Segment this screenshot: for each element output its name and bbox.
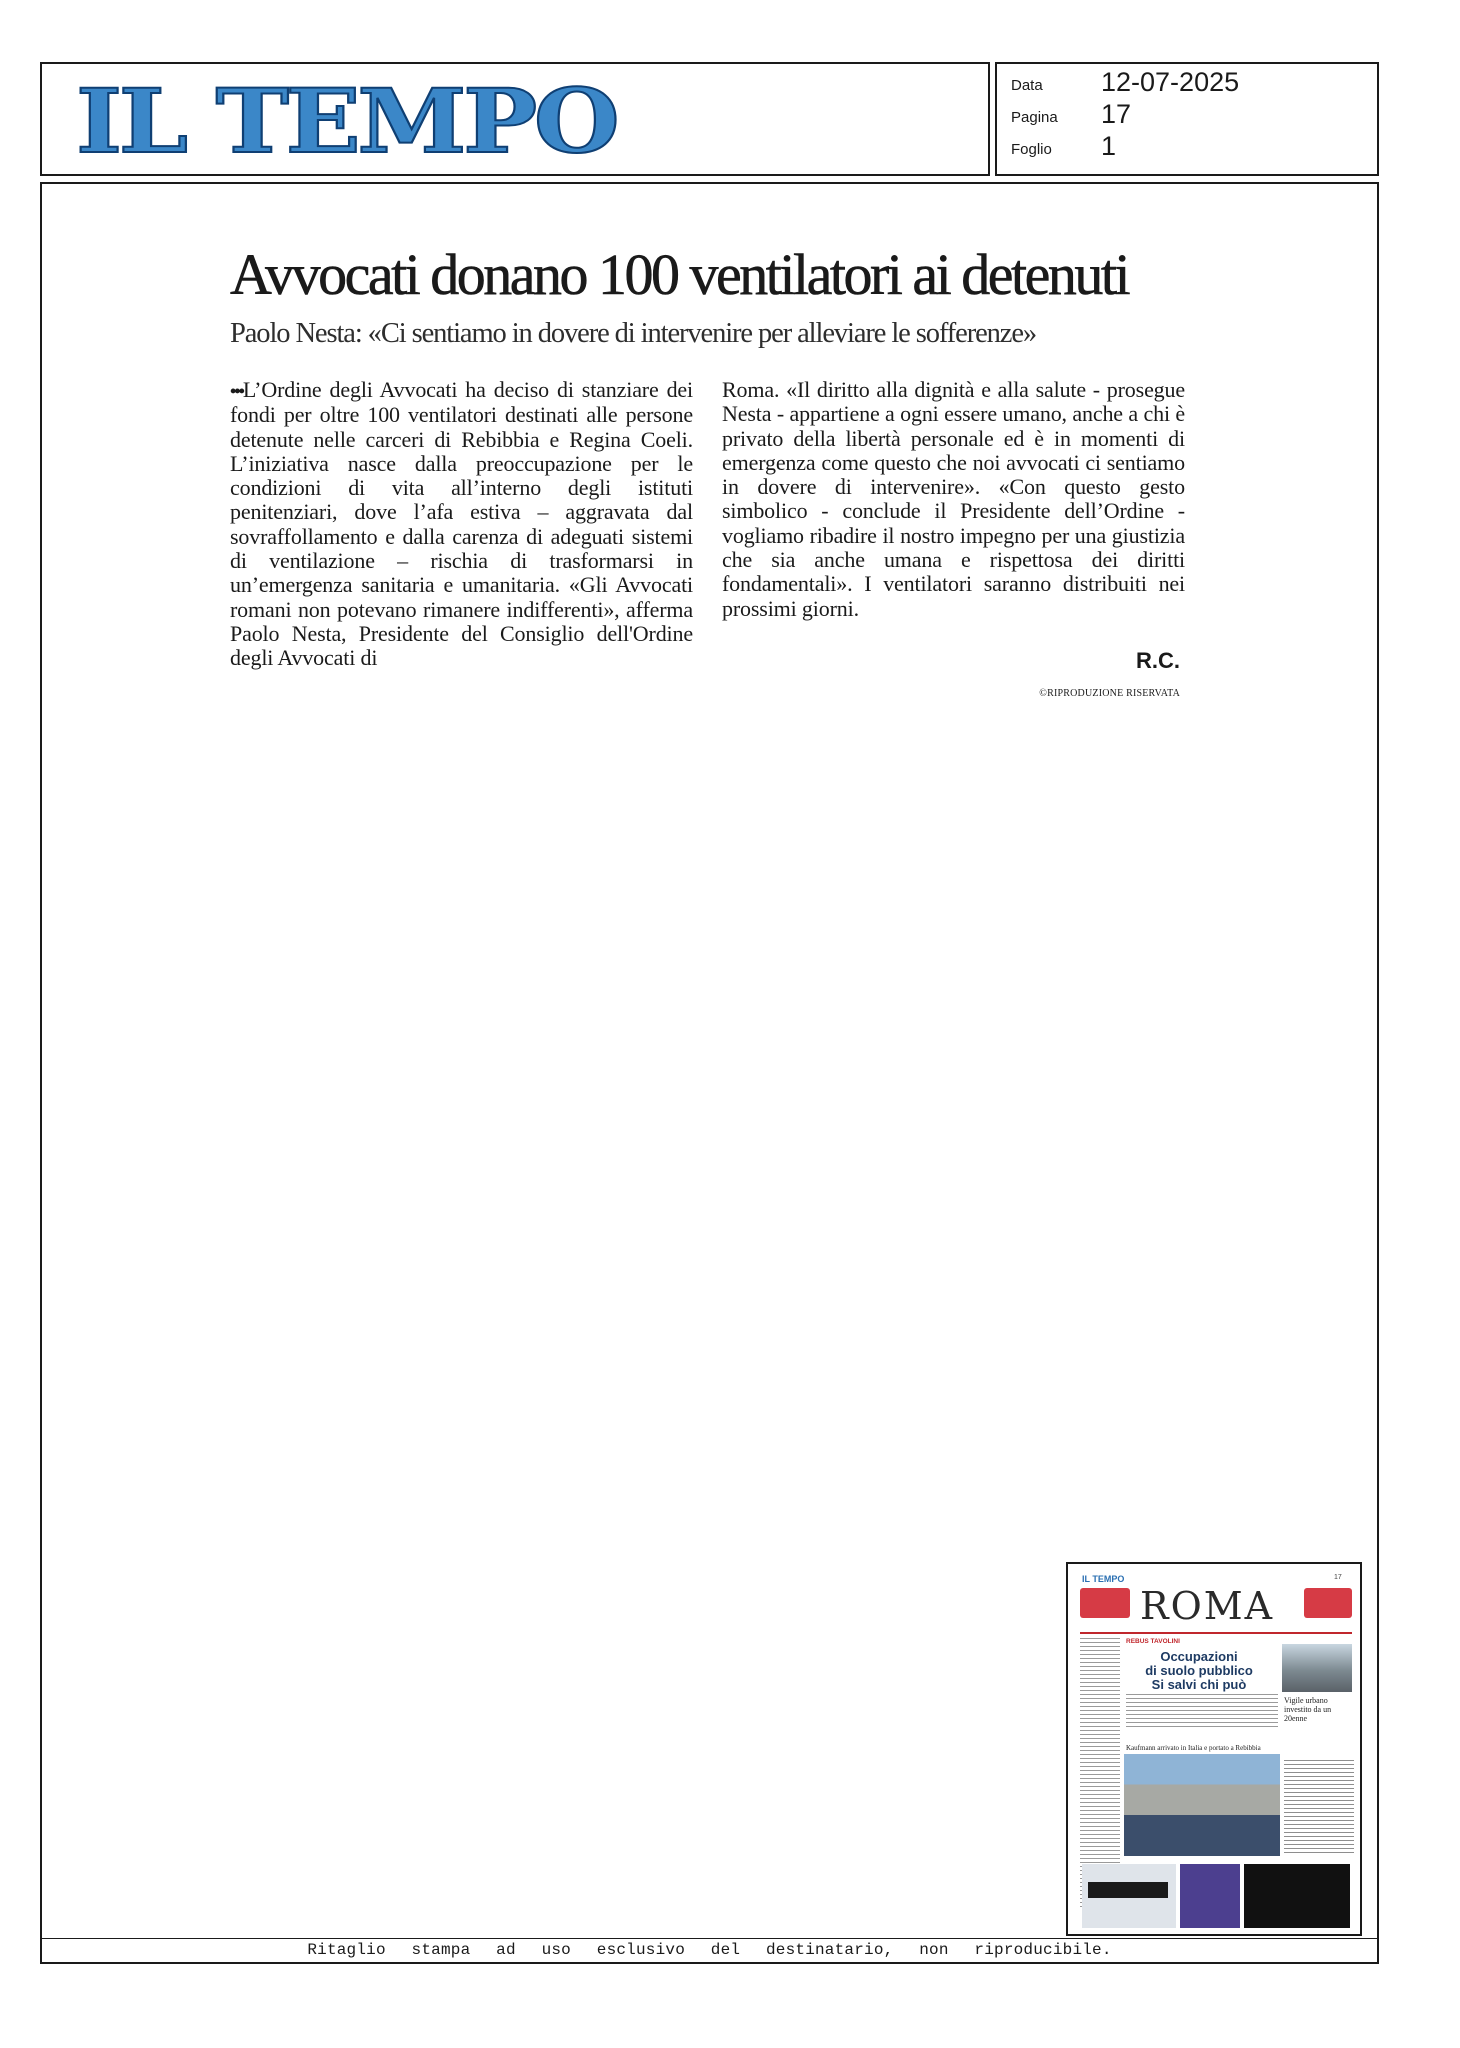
- thumbnail-text-block: [1126, 1694, 1278, 1728]
- thumbnail-ad-left-band: [1088, 1882, 1168, 1898]
- thumbnail-badge-left: [1080, 1588, 1130, 1618]
- masthead: [40, 62, 990, 176]
- thumbnail-headline: [1124, 1650, 1274, 1692]
- page-thumbnail: [1066, 1562, 1362, 1936]
- article-column-2: Roma. «Il diritto alla dignità e alla salute - prosegue Nesta - appartiene a ogni essere umano, anche a chi è privato della libertà personale ed è in momenti di emergenza come questo che noi avvocati ci sentiamo in dovere di intervenire». «Con questo gesto simbolico - conclude il Presidente dell’Ordine - vogliamo ribadire il nostro impegno per una giustizia che sia anche umana e rispettosa dei diritti fondamentali». I ventilatori saranno distribuiti nei prossimi giorni.: [722, 377, 1185, 621]
- meta-label: Pagina: [1011, 109, 1058, 126]
- thumbnail-photo-arrest: [1124, 1754, 1280, 1856]
- meta-label: Foglio: [1011, 141, 1052, 158]
- meta-value: 1: [1101, 131, 1117, 161]
- meta-row-page: [1011, 100, 1371, 130]
- footer-notice: Ritaglio stampa ad uso esclusivo del destinatario, non riproducibile.: [307, 1941, 1112, 1959]
- newspaper-logo: IL TEMPO: [76, 69, 617, 173]
- meta-row-sheet: [1011, 132, 1371, 162]
- thumbnail-headline-line: di suolo pubblico: [1145, 1663, 1253, 1678]
- meta-value: 17: [1101, 99, 1132, 129]
- thumbnail-photo-car: [1282, 1644, 1352, 1692]
- thumbnail-ad-right: [1244, 1864, 1350, 1928]
- lead-bullets: •••: [230, 381, 243, 401]
- thumbnail-headline-line: Occupazioni: [1160, 1649, 1238, 1664]
- thumbnail-sub-headline: Kaufmann arrivato in Italia e portato a Rebibbia: [1126, 1744, 1261, 1752]
- article-column-1: [230, 378, 693, 671]
- thumbnail-logo: IL TEMPO: [1082, 1574, 1125, 1584]
- column-1-text: L’Ordine degli Avvocati ha deciso di stanziare dei fondi per oltre 100 ventilatori destinati alle persone detenute nelle carceri di Rebibbia e Regina Coeli. L’iniziativa nasce dalla preoccupazione per le condizioni di vita all’interno degli istituti penitenziari, dove l’afa estiva – aggravata dal sovraffollamento e dalla carenza di adeguati sistemi di ventilazione – rischia di trasformarsi in un’emergenza sanitaria e umanitaria. «Gli Avvocati romani non potevano rimanere indifferenti», afferma Paolo Nesta, Presidente del Consiglio dell'Ordine degli Avvocati di: [230, 377, 693, 671]
- thumbnail-kicker: REBUS TAVOLINI: [1126, 1638, 1180, 1645]
- thumbnail-badge-right: [1304, 1588, 1352, 1618]
- thumbnail-headline-line: Si salvi chi può: [1151, 1677, 1247, 1692]
- thumbnail-page-number: 17: [1334, 1574, 1342, 1581]
- meta-value: 12-07-2025: [1101, 67, 1240, 97]
- author-signature: R.C.: [1136, 648, 1180, 673]
- footer-rule: [40, 1938, 1379, 1939]
- article-subhead: Paolo Nesta: «Ci sentiamo in dovere di intervenire per alleviare le sofferenze»: [230, 318, 1037, 349]
- meta-row-date: [1011, 68, 1371, 98]
- thumbnail-side-text: [1284, 1760, 1354, 1856]
- meta-label: Data: [1011, 77, 1043, 94]
- thumbnail-section-title: ROMA: [1140, 1584, 1275, 1628]
- thumbnail-side-headline: Vigile urbano investito da un 20enne: [1284, 1696, 1332, 1723]
- copyright-notice: ©RIPRODUZIONE RISERVATA: [1039, 688, 1180, 699]
- thumbnail-ad-middle: [1180, 1864, 1240, 1928]
- clipping-meta: [995, 62, 1379, 176]
- thumbnail-rule: [1080, 1632, 1352, 1634]
- article-headline: Avvocati donano 100 ventilatori ai detenuti: [230, 242, 1129, 307]
